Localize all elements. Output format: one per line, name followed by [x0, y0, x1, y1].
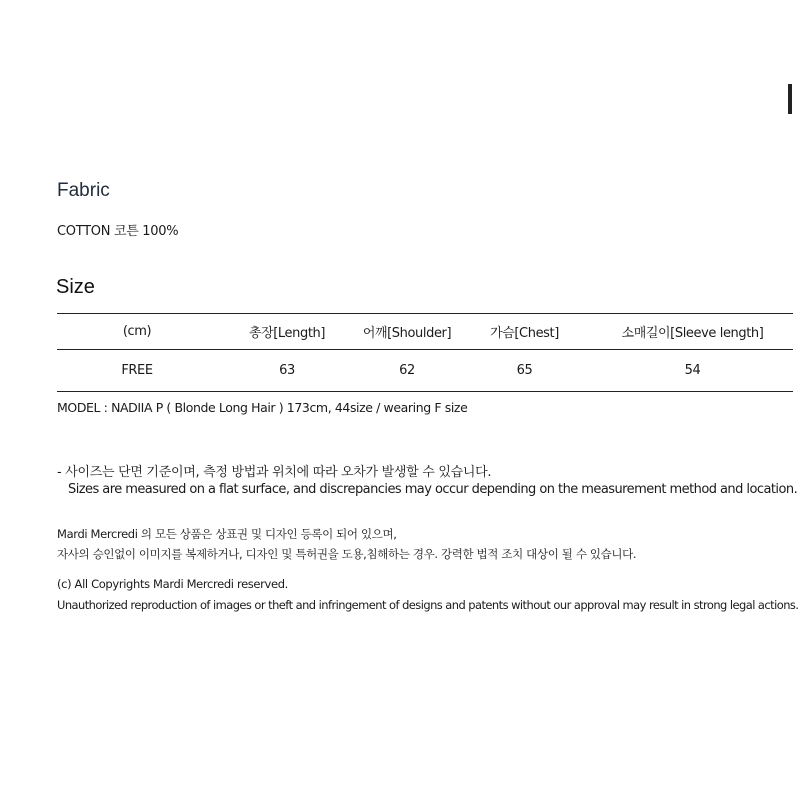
cell-length: 63	[279, 363, 295, 378]
fabric-heading: Fabric	[57, 180, 110, 201]
cell-sleeve-length: 54	[684, 363, 701, 378]
size-note-korean: - 사이즈는 단면 기준이며, 측정 방법과 위치에 따라 오차가 발생할 수 있습니다.	[57, 465, 492, 480]
copyright-notice: (c) All Copyrights Mardi Mercredi reserved.	[57, 577, 288, 591]
fabric-composition: COTTON 코튼 100%	[57, 224, 179, 239]
size-note-english: Sizes are measured on a flat surface, and discrepancies may occur depending on the measurement method and location.	[68, 482, 798, 497]
model-info: MODEL : NADIIA P ( Blonde Long Hair ) 173cm, 44size / wearing F size	[57, 400, 468, 415]
size-table	[57, 313, 793, 392]
header-chest: 가슴[Chest]	[490, 326, 559, 341]
table-row	[57, 350, 793, 392]
cell-chest: 65	[516, 363, 533, 378]
header-unit: (cm)	[122, 324, 152, 339]
cell-size: FREE	[121, 363, 153, 378]
size-table-header-row	[57, 314, 793, 350]
legal-notice-line-2: 자사의 승인없이 이미지를 복제하거나, 디자인 및 특허권을 도용,침해하는 경우. 강력한 법적 조치 대상이 될 수 있습니다.	[57, 547, 637, 561]
header-sleeve-length: 소매길이[Sleeve length]	[621, 326, 764, 341]
cell-shoulder: 62	[399, 363, 415, 378]
header-length: 총장[Length]	[248, 326, 326, 341]
legal-notice-line-1: Mardi Mercredi 의 모든 상품은 상표권 및 디자인 등록이 되어 있으며,	[57, 527, 397, 541]
header-shoulder: 어깨[Shoulder]	[362, 326, 452, 341]
size-heading: Size	[56, 276, 95, 298]
scrollbar-thumb[interactable]	[788, 84, 792, 114]
unauthorized-use-notice: Unauthorized reproduction of images or theft and infringement of designs and patents without our approval may result in strong legal actions.	[57, 598, 799, 612]
